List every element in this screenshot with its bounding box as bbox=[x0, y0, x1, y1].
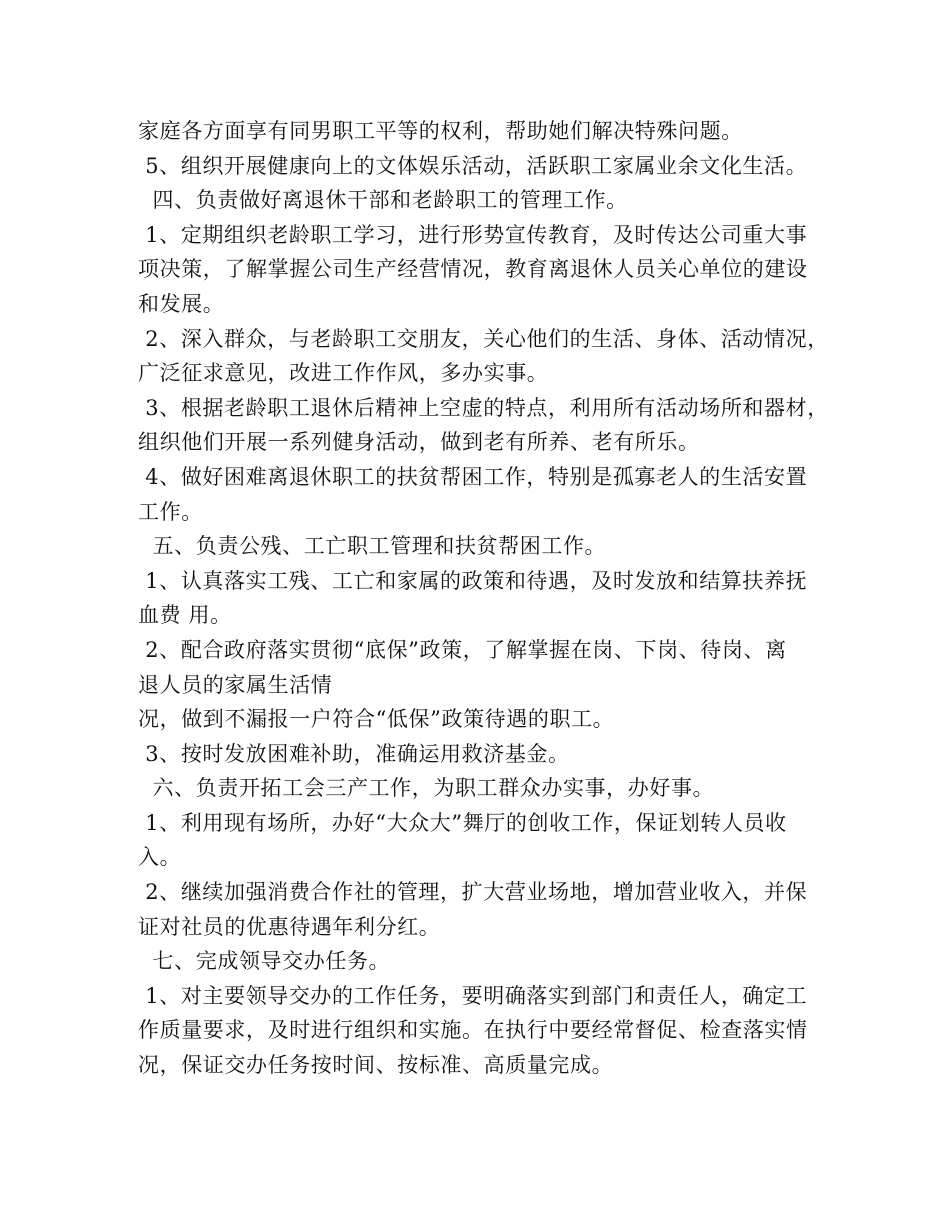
section-heading: 七、完成领导交办任务。 bbox=[138, 949, 391, 974]
text-line: 2、深入群众，与老龄职工交朋友，关心他们的生活、身体、活动情况， bbox=[138, 326, 829, 351]
text-line: 退人员的家属生活情 bbox=[138, 672, 333, 697]
text-line: 广泛征求意见，改进工作作风，多办实事。 bbox=[138, 361, 549, 386]
text-line: 3、根据老龄职工退休后精神上空虚的特点，利用所有活动场所和器材， bbox=[138, 395, 829, 420]
text-line: 血费 用。 bbox=[138, 603, 232, 628]
text-line: 工作。 bbox=[138, 499, 203, 524]
text-line: 项决策，了解掌握公司生产经营情况，教育离退休人员关心单位的建设 bbox=[138, 257, 808, 282]
text-line: 2、继续加强消费合作社的管理，扩大营业场地，增加营业收入，并保 bbox=[138, 880, 808, 905]
text-line: 4、做好困难离退休职工的扶贫帮困工作，特别是孤寡老人的生活安置 bbox=[138, 464, 808, 489]
text-line: 况，保证交办任务按时间、按标准、高质量完成。 bbox=[138, 1053, 614, 1078]
text-line: 况，做到不漏报一户符合“低保”政策待遇的职工。 bbox=[138, 707, 615, 732]
text-line: 3、按时发放困难补助，准确运用救济基金。 bbox=[138, 741, 570, 766]
text-line: 证对社员的优惠待遇年利分红。 bbox=[138, 914, 441, 939]
text-line: 1、认真落实工残、工亡和家属的政策和待遇，及时发放和结算扶养抚 bbox=[138, 568, 808, 593]
text-line: 和发展。 bbox=[138, 291, 225, 316]
text-line: 组织他们开展一系列健身活动，做到老有所养、老有所乐。 bbox=[138, 430, 700, 455]
text-line: 作质量要求，及时进行组织和实施。在执行中要经常督促、检查落实情 bbox=[138, 1018, 808, 1043]
text-line: 5、组织开展健康向上的文体娱乐活动，活跃职工家属业余文化生活。 bbox=[138, 153, 808, 178]
document-body bbox=[138, 114, 828, 1083]
section-heading: 四、负责做好离退休干部和老龄职工的管理工作。 bbox=[138, 188, 628, 213]
text-line: 入。 bbox=[138, 845, 182, 870]
text-line: 2、配合政府落实贯彻“底保”政策，了解掌握在岗、下岗、待岗、离 bbox=[138, 637, 787, 662]
text-line: 1、对主要领导交办的工作任务，要明确落实到部门和责任人，确定工 bbox=[138, 983, 808, 1008]
section-heading: 五、负责公残、工亡职工管理和扶贫帮困工作。 bbox=[138, 534, 607, 559]
section-heading: 六、负责开拓工会三产工作，为职工群众办实事，办好事。 bbox=[138, 776, 715, 801]
text-line: 1、利用现有场所，办好“大众大”舞厅的创收工作，保证划转人员收 bbox=[138, 810, 787, 835]
text-line: 1、定期组织老龄职工学习，进行形势宣传教育，及时传达公司重大事 bbox=[138, 222, 808, 247]
text-line: 家庭各方面享有同男职工平等的权利，帮助她们解决特殊问题。 bbox=[138, 119, 743, 143]
